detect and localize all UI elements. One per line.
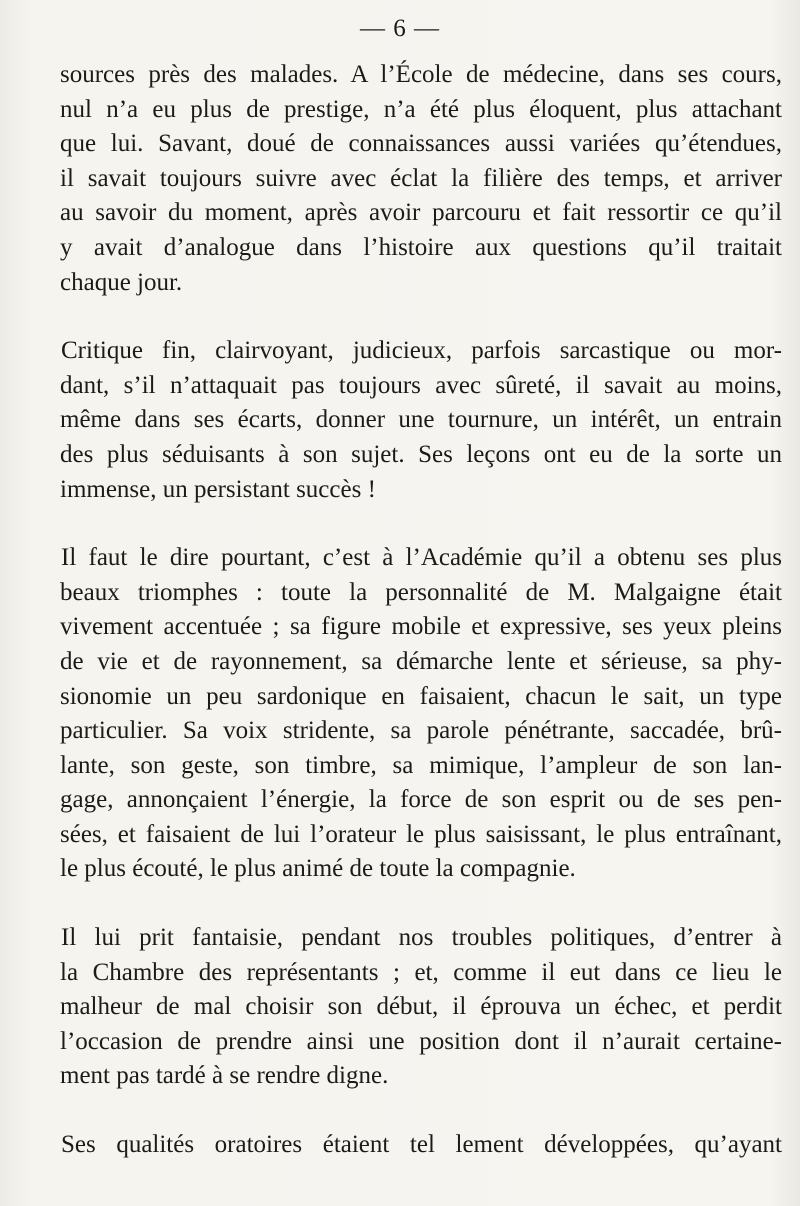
text-line: de vie et de rayonnement, sa démarche lente et sérieuse, sa phy- <box>60 647 782 675</box>
text-line: Il lui prit fantaisie, pendant nos troubles politiques, d’entrer à <box>61 924 782 952</box>
paragraph-gap <box>60 507 782 541</box>
text-line: y avait d’analogue dans l’histoire aux questions qu’il traitait <box>60 233 782 261</box>
paragraph-1 <box>60 58 782 300</box>
text-line: il savait toujours suivre avec éclat la filière des temps, et arriver <box>60 164 782 192</box>
paragraph-2 <box>60 334 782 507</box>
text-line: au savoir du moment, après avoir parcouru et fait ressortir ce qu’il <box>60 199 782 227</box>
paragraph-gap <box>60 887 782 921</box>
text-line: gage, annonçaient l’énergie, la force de son esprit ou de ses pen- <box>60 786 782 814</box>
text-line: sionomie un peu sardonique en faisaient, chacun le sait, un type <box>60 682 782 710</box>
text-line: l’occasion de prendre ainsi une position dont il n’aurait certaine- <box>60 1027 782 1055</box>
paragraph-5 <box>60 1128 782 1163</box>
text-line: ment pas tardé à se rendre digne. <box>60 1062 389 1090</box>
text-line: nul n’a eu plus de prestige, n’a été plus éloquent, plus attachant <box>60 95 782 123</box>
text-line: des plus séduisants à son sujet. Ses leçons ont eu de la sorte un <box>60 440 782 468</box>
text-line: Ses qualités oratoires étaient tel lement développées, qu’ayant <box>61 1131 782 1159</box>
text-line: vivement accentuée ; sa figure mobile et expressive, ses yeux pleins <box>60 613 782 641</box>
text-line: beaux triomphes : toute la personnalité de M. Malgaigne était <box>60 578 782 606</box>
text-line: Critique fin, clairvoyant, judicieux, parfois sarcastique ou mor- <box>61 337 782 365</box>
text-line: même dans ses écarts, donner une tournure, un intérêt, un entrain <box>60 406 782 434</box>
text-line: particulier. Sa voix stridente, sa parole pénétrante, saccadée, brû- <box>60 717 782 745</box>
text-line: que lui. Savant, doué de connaissances aussi variées qu’étendues, <box>60 130 782 158</box>
text-line: Il faut le dire pourtant, c’est à l’Académie qu’il a obtenu ses plus <box>61 544 782 572</box>
text-line: le plus écouté, le plus animé de toute la compagnie. <box>60 855 576 883</box>
text-line: dant, s’il n’attaquait pas toujours avec sûreté, il savait au moins, <box>60 371 782 399</box>
paragraph-4 <box>60 921 782 1094</box>
text-line: immense, un persistant succès ! <box>60 475 376 503</box>
text-line: lante, son geste, son timbre, sa mimique, l’ampleur de son lan- <box>60 751 782 779</box>
paragraph-gap <box>60 300 782 334</box>
text-line: malheur de mal choisir son début, il éprouva un échec, et perdit <box>60 993 782 1021</box>
paragraph-gap <box>60 1094 782 1128</box>
paragraph-3 <box>60 541 782 887</box>
page-number: — 6 — <box>360 15 440 42</box>
text-line: la Chambre des représentants ; et, comme il eut dans ce lieu le <box>60 958 782 986</box>
text-line: sées, et faisaient de lui l’orateur le plus saisissant, le plus entraînant, <box>60 820 782 848</box>
page-body <box>60 58 782 1163</box>
text-line: chaque jour. <box>60 268 183 296</box>
text-line: sources près des malades. A l’École de médecine, dans ses cours, <box>60 61 782 88</box>
